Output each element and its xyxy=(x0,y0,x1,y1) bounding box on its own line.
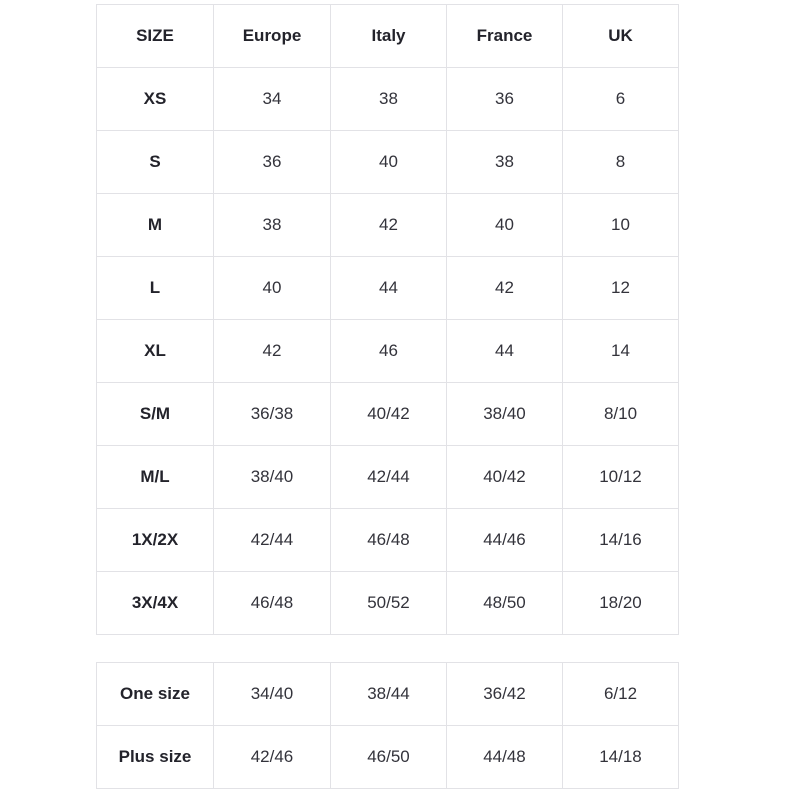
table-row xyxy=(97,194,679,257)
cell-italy: 40 xyxy=(331,131,447,194)
cell-europe: 36/38 xyxy=(214,383,331,446)
cell-uk: 6 xyxy=(563,68,679,131)
cell-france: 44 xyxy=(447,320,563,383)
cell-france: 40 xyxy=(447,194,563,257)
cell-europe: 46/48 xyxy=(214,572,331,635)
cell-uk: 14 xyxy=(563,320,679,383)
header-cell-france: France xyxy=(447,5,563,68)
row-label: M/L xyxy=(97,446,214,509)
cell-uk: 8/10 xyxy=(563,383,679,446)
cell-france: 36 xyxy=(447,68,563,131)
row-label: Plus size xyxy=(97,726,214,789)
row-label: XL xyxy=(97,320,214,383)
cell-italy: 46/50 xyxy=(331,726,447,789)
table-row xyxy=(97,68,679,131)
table-row xyxy=(97,131,679,194)
cell-uk: 10 xyxy=(563,194,679,257)
table-row xyxy=(97,446,679,509)
main-size-table-holder xyxy=(96,4,679,635)
cell-uk: 14/18 xyxy=(563,726,679,789)
cell-europe: 34 xyxy=(214,68,331,131)
cell-france: 44/46 xyxy=(447,509,563,572)
cell-uk: 8 xyxy=(563,131,679,194)
cell-france: 42 xyxy=(447,257,563,320)
row-label: 1X/2X xyxy=(97,509,214,572)
cell-italy: 46/48 xyxy=(331,509,447,572)
row-label: One size xyxy=(97,663,214,726)
table-row xyxy=(97,383,679,446)
table-header-row xyxy=(97,5,679,68)
row-label: 3X/4X xyxy=(97,572,214,635)
table-row xyxy=(97,257,679,320)
cell-italy: 38/44 xyxy=(331,663,447,726)
cell-france: 44/48 xyxy=(447,726,563,789)
cell-uk: 18/20 xyxy=(563,572,679,635)
cell-europe: 42 xyxy=(214,320,331,383)
header-cell-italy: Italy xyxy=(331,5,447,68)
cell-italy: 38 xyxy=(331,68,447,131)
cell-europe: 40 xyxy=(214,257,331,320)
cell-france: 38 xyxy=(447,131,563,194)
table-row xyxy=(97,726,679,789)
cell-france: 48/50 xyxy=(447,572,563,635)
row-label: S xyxy=(97,131,214,194)
cell-europe: 38/40 xyxy=(214,446,331,509)
cell-europe: 38 xyxy=(214,194,331,257)
cell-europe: 42/44 xyxy=(214,509,331,572)
cell-france: 38/40 xyxy=(447,383,563,446)
header-cell-size: SIZE xyxy=(97,5,214,68)
header-cell-uk: UK xyxy=(563,5,679,68)
table-row xyxy=(97,509,679,572)
cell-italy: 40/42 xyxy=(331,383,447,446)
cell-france: 36/42 xyxy=(447,663,563,726)
row-label: S/M xyxy=(97,383,214,446)
cell-uk: 12 xyxy=(563,257,679,320)
row-label: M xyxy=(97,194,214,257)
cell-europe: 34/40 xyxy=(214,663,331,726)
cell-italy: 42 xyxy=(331,194,447,257)
main-size-table xyxy=(96,4,679,635)
cell-uk: 14/16 xyxy=(563,509,679,572)
cell-italy: 42/44 xyxy=(331,446,447,509)
secondary-size-table-holder xyxy=(96,662,679,789)
cell-italy: 46 xyxy=(331,320,447,383)
cell-europe: 36 xyxy=(214,131,331,194)
row-label: XS xyxy=(97,68,214,131)
cell-uk: 6/12 xyxy=(563,663,679,726)
table-row xyxy=(97,320,679,383)
cell-italy: 44 xyxy=(331,257,447,320)
secondary-size-table xyxy=(96,662,679,789)
header-cell-europe: Europe xyxy=(214,5,331,68)
cell-france: 40/42 xyxy=(447,446,563,509)
cell-italy: 50/52 xyxy=(331,572,447,635)
cell-europe: 42/46 xyxy=(214,726,331,789)
row-label: L xyxy=(97,257,214,320)
table-row xyxy=(97,663,679,726)
cell-uk: 10/12 xyxy=(563,446,679,509)
table-row xyxy=(97,572,679,635)
